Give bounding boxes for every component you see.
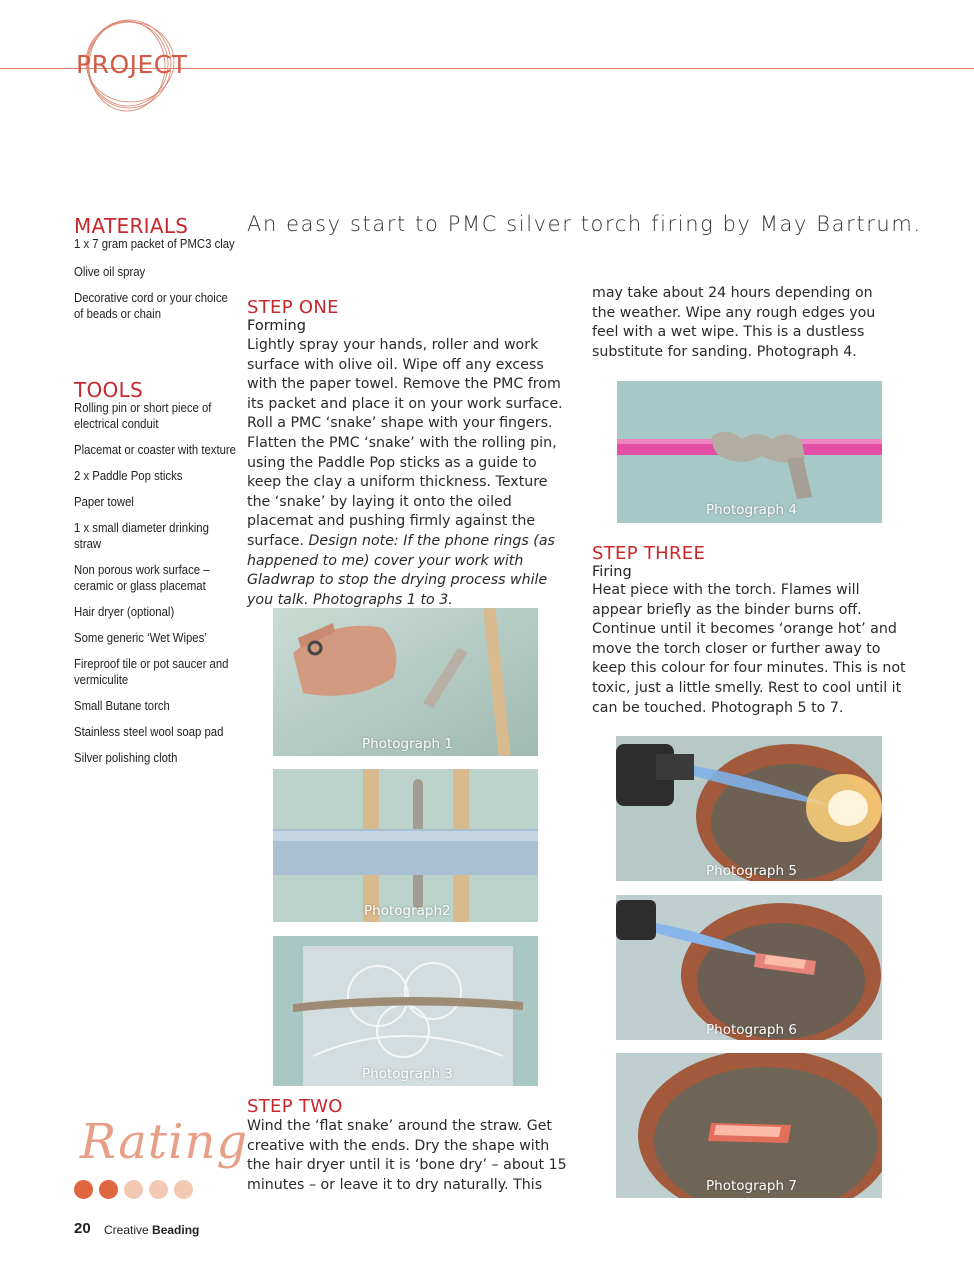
tools-heading: TOOLS [74, 378, 144, 402]
step-one [247, 297, 563, 610]
step-one-subtitle: Forming [247, 318, 306, 334]
tools-item: Hair dryer (optional) [74, 604, 175, 619]
photograph-2-caption: Photograph2 [364, 903, 451, 919]
step-three-body: Heat piece with the torch. Flames will appear briefly as the binder burns off. Continue until it becomes ‘orange hot’ and move the torch closer or further away to keep this colour for four minutes. This is not toxic, just a little smelly. Rest to cool until it can be touched. Photograph 5 to 7. [592, 582, 906, 716]
step-one-title: STEP ONE [247, 297, 339, 318]
photograph-4-caption: Photograph 4 [706, 502, 797, 518]
step-three [592, 543, 910, 718]
photograph-1-caption: Photograph 1 [362, 736, 453, 752]
photograph-5 [616, 736, 882, 881]
intro-line: An easy start to PMC silver torch firing by May Bartrum. [247, 212, 922, 236]
materials-heading: MATERIALS [74, 214, 189, 238]
step-two-continued: may take about 24 hours depending on the weather. Wipe any rough edges you feel with a wet wipe. This is a dustless substitute for sanding. Photograph 4. [592, 285, 876, 360]
tools-item: 1 x small diameter drinking straw [74, 520, 209, 551]
magazine-title: Beading [152, 1223, 200, 1237]
tools-item: Rolling pin or short piece of electrical conduit [74, 400, 212, 431]
magazine-name [104, 1223, 199, 1237]
step-three-title: STEP THREE [592, 543, 706, 564]
photograph-6-caption: Photograph 6 [706, 1022, 797, 1038]
materials-section [74, 216, 239, 332]
photograph-7-caption: Photograph 7 [706, 1178, 797, 1194]
step-one-text: Lightly spray your hands, roller and work surface with olive oil. Wipe off any excess with the paper towel. Remove the PMC from its packet and place it on your work surface. Roll a PMC ‘snake’ shape with your fingers. Flatten the PMC ‘snake’ with the rolling pin, using the Paddle Pop sticks as a guide to keep the clay a uniform thickness. Texture the ‘snake’ by laying it onto the oiled placemat and pushing firmly against the surface. [247, 337, 563, 549]
section-label: PROJECT [76, 50, 188, 79]
tools-item: Non porous work surface – ceramic or glass placemat [74, 562, 210, 593]
tools-item: Stainless steel wool soap pad [74, 724, 224, 739]
step-three-subtitle: Firing [592, 564, 632, 580]
step-one-body [247, 336, 563, 610]
photograph-3-caption: Photograph 3 [362, 1066, 453, 1082]
tools-item: Paper towel [74, 494, 134, 509]
rating-dots [74, 1180, 193, 1199]
magazine-prefix: Creative [104, 1223, 149, 1237]
tools-item: Some generic ‘Wet Wipes’ [74, 630, 207, 645]
tools-item: Fireproof tile or pot saucer and vermiculite [74, 656, 229, 687]
materials-item: Olive oil spray [74, 264, 146, 279]
photograph-4 [617, 381, 882, 523]
tools-item: Placemat or coaster with texture [74, 442, 237, 457]
tools-item: Small Butane torch [74, 698, 170, 713]
step-two-title: STEP TWO [247, 1096, 343, 1117]
rating-dot [124, 1180, 143, 1199]
rating-dot [174, 1180, 193, 1199]
step-two-body: Wind the ‘flat snake’ around the straw. Get creative with the ends. Dry the shape with the hair dryer until it is ‘bone dry’ – about 15 minutes – or leave it to dry naturally. This [247, 1118, 567, 1193]
photograph-6 [616, 895, 882, 1040]
tools-item: Silver polishing cloth [74, 750, 178, 765]
photograph-5-caption: Photograph 5 [706, 863, 797, 879]
rating-dot [74, 1180, 93, 1199]
rating-label: Rating [80, 1114, 249, 1170]
step-one-design-note: Design note: If the phone rings (as happened to me) cover your work with Gladwrap to stop the drying process while you talk. Photographs 1 to 3. [247, 532, 555, 608]
materials-item: 1 x 7 gram packet of PMC3 clay [74, 236, 235, 251]
tools-section [74, 380, 239, 776]
photograph-1 [273, 608, 538, 756]
tools-item: 2 x Paddle Pop sticks [74, 468, 183, 483]
step-two [247, 1096, 567, 1195]
rating-dot [99, 1180, 118, 1199]
materials-item: Decorative cord or your choice of beads or chain [74, 290, 228, 321]
rating-dot [149, 1180, 168, 1199]
page-number: 20 [74, 1220, 91, 1237]
photograph-2 [273, 769, 538, 922]
photograph-7 [616, 1053, 882, 1198]
photograph-3 [273, 936, 538, 1086]
